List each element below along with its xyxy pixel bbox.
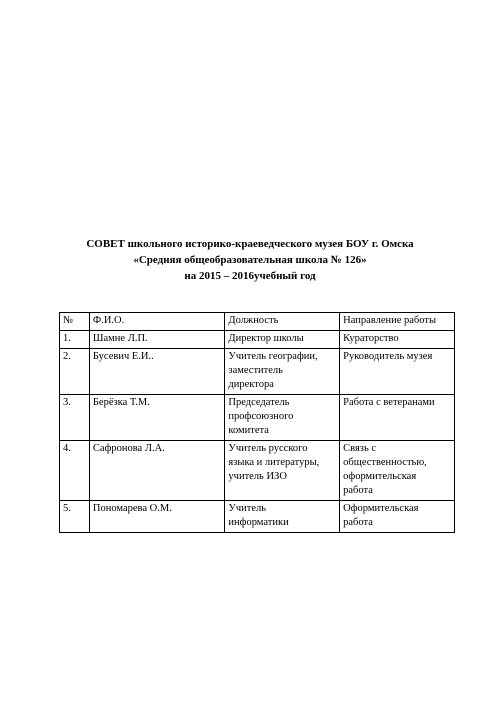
- direction-line: работа: [343, 485, 373, 496]
- heading-school-name: «Средняя общеобразовательная школа № 126»: [133, 254, 367, 266]
- direction-line: Кураторство: [343, 333, 399, 344]
- row-position: [225, 441, 340, 501]
- position-line: Учитель: [228, 503, 267, 514]
- position-line: языка и литературы,: [228, 457, 320, 468]
- row-position: [225, 349, 340, 395]
- table-row: [60, 395, 455, 441]
- direction-line: Работа с ветеранами: [343, 397, 435, 408]
- heading-title: СОВЕТ школьного историко-краеведческого музея БОУ г. Омска: [86, 238, 414, 250]
- header-number: №: [60, 313, 90, 331]
- header-position: Должность: [225, 313, 340, 331]
- direction-line: Руководитель музея: [343, 351, 433, 362]
- row-full-name: Берёзка Т.М.: [89, 395, 225, 441]
- position-line: Директор школы: [228, 333, 304, 344]
- direction-line: оформительская: [343, 471, 417, 482]
- position-line: комитета: [228, 425, 269, 436]
- document-heading: [0, 236, 500, 284]
- direction-line: Связь с: [343, 443, 377, 454]
- row-full-name: Шамне Л.П.: [89, 331, 225, 349]
- row-work-direction: [340, 395, 455, 441]
- position-line: директора: [228, 379, 274, 390]
- row-number: 4.: [60, 441, 90, 501]
- row-position: [225, 331, 340, 349]
- heading-school-year: на 2015 – 2016учебный год: [184, 270, 316, 282]
- row-number: 2.: [60, 349, 90, 395]
- position-line: Учитель географии,: [228, 351, 318, 362]
- table-header-row: [60, 313, 455, 331]
- position-line: учитель ИЗО: [228, 471, 287, 482]
- row-position: [225, 395, 340, 441]
- row-number: 1.: [60, 331, 90, 349]
- table-row: [60, 441, 455, 501]
- row-work-direction: [340, 331, 455, 349]
- table-row: [60, 501, 455, 533]
- row-number: 5.: [60, 501, 90, 533]
- row-full-name: Сафронова Л.А.: [89, 441, 225, 501]
- row-full-name: Бусевич Е.И..: [89, 349, 225, 395]
- position-line: Председатель: [228, 397, 290, 408]
- header-work-direction: Направление работы: [340, 313, 455, 331]
- table-row: [60, 349, 455, 395]
- row-full-name: Пономарева О.М.: [89, 501, 225, 533]
- council-table: [59, 312, 455, 533]
- row-number: 3.: [60, 395, 90, 441]
- row-work-direction: [340, 349, 455, 395]
- position-line: Учитель русского: [228, 443, 308, 454]
- table-row: [60, 331, 455, 349]
- header-full-name: Ф.И.О.: [89, 313, 225, 331]
- direction-line: Оформительская: [343, 503, 419, 514]
- row-work-direction: [340, 441, 455, 501]
- position-line: профсоюзного: [228, 411, 294, 422]
- direction-line: общественностью,: [343, 457, 427, 468]
- position-line: информатики: [228, 517, 289, 528]
- position-line: заместитель: [228, 365, 283, 376]
- direction-line: работа: [343, 517, 373, 528]
- row-work-direction: [340, 501, 455, 533]
- row-position: [225, 501, 340, 533]
